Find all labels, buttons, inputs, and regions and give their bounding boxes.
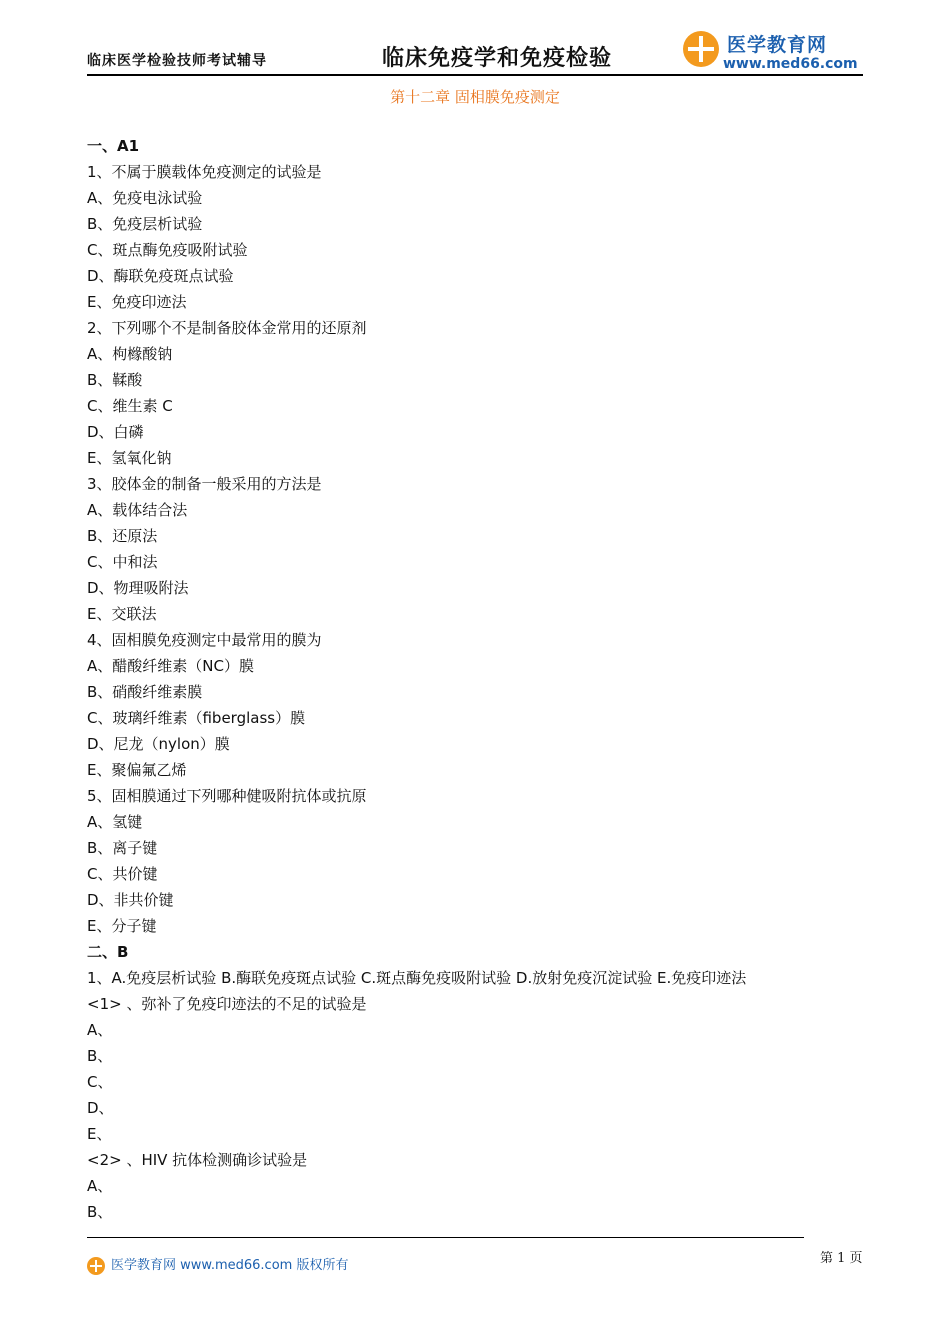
answer-option: A、 [87, 1177, 113, 1195]
logo-name: 医学教育网 [727, 34, 828, 56]
answer-option: E、分子键 [87, 917, 157, 935]
answer-option: A、载体结合法 [87, 501, 188, 519]
header-divider [87, 74, 863, 76]
answer-option: E、氢氧化钠 [87, 449, 172, 467]
answer-option: E、免疫印迹法 [87, 293, 187, 311]
question-list [87, 133, 887, 1225]
answer-option: C、中和法 [87, 553, 158, 571]
chapter-title: 第十二章 固相膜免疫测定 [390, 88, 560, 106]
answer-option: C、斑点酶免疫吸附试验 [87, 241, 248, 259]
answer-option: B、 [87, 1047, 113, 1065]
question-text: <1> 、弥补了免疫印迹法的不足的试验是 [87, 995, 367, 1013]
footer-divider [87, 1237, 804, 1238]
answer-option: A、氢键 [87, 813, 143, 831]
answer-option: E、聚偏氟乙烯 [87, 761, 187, 779]
answer-option: A、免疫电泳试验 [87, 189, 203, 207]
answer-option: D、尼龙（nylon）膜 [87, 735, 230, 753]
answer-option: D、酶联免疫斑点试验 [87, 267, 234, 285]
answer-option: D、白磷 [87, 423, 144, 441]
section-heading: 一、A1 [87, 137, 140, 155]
answer-option: C、玻璃纤维素（fiberglass）膜 [87, 709, 306, 727]
answer-option: A、 [87, 1021, 113, 1039]
question-text: 5、固相膜通过下列哪种健吸附抗体或抗原 [87, 787, 367, 805]
answer-option: A、醋酸纤维素（NC）膜 [87, 657, 254, 675]
question-text: 1、A.免疫层析试验 B.酶联免疫斑点试验 C.斑点酶免疫吸附试验 D.放射免疫沉淀试验 E.免疫印迹法 [87, 969, 747, 987]
answer-option: B、免疫层析试验 [87, 215, 203, 233]
answer-option: B、鞣酸 [87, 371, 143, 389]
question-text: 2、下列哪个不是制备胶体金常用的还原剂 [87, 319, 367, 337]
question-text: 3、胶体金的制备一般采用的方法是 [87, 475, 322, 493]
answer-option: D、非共价键 [87, 891, 174, 909]
answer-option: A、枸橼酸钠 [87, 345, 173, 363]
answer-option: B、离子键 [87, 839, 158, 857]
question-text: <2> 、HIV 抗体检测确诊试验是 [87, 1151, 308, 1169]
section-heading: 二、B [87, 943, 129, 961]
answer-option: C、维生素 C [87, 397, 173, 415]
answer-option: C、 [87, 1073, 113, 1091]
question-text: 1、不属于膜载体免疫测定的试验是 [87, 163, 322, 181]
answer-option: B、还原法 [87, 527, 158, 545]
answer-option: D、物理吸附法 [87, 579, 189, 597]
answer-option: E、交联法 [87, 605, 157, 623]
answer-option: B、硝酸纤维素膜 [87, 683, 203, 701]
page-number: 第 1 页 [820, 1251, 863, 1266]
answer-option: E、 [87, 1125, 112, 1143]
answer-option: D、 [87, 1099, 114, 1117]
footer-copyright: 医学教育网 www.med66.com 版权所有 [111, 1258, 349, 1273]
page-header [87, 26, 863, 76]
header-title: 临床免疫学和免疫检验 [382, 46, 613, 71]
question-text: 4、固相膜免疫测定中最常用的膜为 [87, 631, 322, 649]
logo-url: www.med66.com [723, 56, 858, 72]
header-course-label: 临床医学检验技师考试辅导 [87, 53, 267, 69]
site-logo[interactable] [683, 30, 863, 74]
answer-option: B、 [87, 1203, 113, 1221]
answer-option: C、共价键 [87, 865, 158, 883]
medical-cross-icon [683, 31, 719, 67]
medical-cross-icon [87, 1257, 105, 1275]
